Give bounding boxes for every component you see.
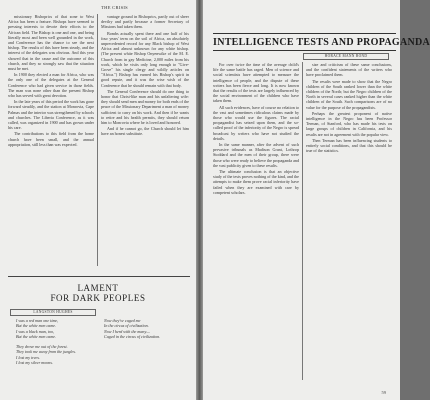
poem-line: They drove me out of the forest. — [16, 344, 68, 349]
poem-byline: LANGSTON HUGHES — [10, 309, 96, 316]
paragraph: vantage ground in Bishoprics, partly out of sheer devilry and partly because a former Secretary of Missions had taken them. — [101, 14, 189, 30]
poem-line: But the white men came. — [16, 334, 57, 340]
poem-line: I was a red man one time, — [16, 318, 59, 323]
page-number: 59 — [381, 390, 386, 395]
poem-stanza-1 — [16, 318, 96, 340]
right-column-2 — [306, 62, 392, 384]
paragraph: In the late years of this period the work has gone forward steadily, and the station at Monrovia, Cape Palmas and the interior was strengthened by schools and churches. The Liberia Conference, as it was called, was organized in 1900 and has grown under his care. — [8, 99, 94, 131]
article-title: INTELLIGENCE TESTS AND PROPAGANDA — [213, 37, 430, 48]
paragraph: Then Terman has been influencing students to entirely social conditions, and that this should be true of the statistics. — [306, 137, 392, 154]
article-byline: HORACE MANN BOND — [303, 53, 389, 60]
poem-stanza-2 — [16, 344, 96, 366]
poem-line: Now they've caged me — [104, 318, 141, 323]
paragraph: In 1900 they elected a man for Africa, who was the only one of the delegates at the General Conference who had given service in those fields. The man was none other than the present Bishop who has served with great devotion. — [8, 72, 94, 99]
paragraph: All such evidences, have of course no relation to the vast and sometimes ridiculous claims made by those who would use the figures. The racial propagandist has seized upon them, and the so-called proof of the inferiority of the Negro is spread broadcast by writers who have not studied the details. — [213, 104, 299, 141]
poem-line: But the white men came. — [16, 323, 57, 329]
paragraph: The ultimate conclusion is that an objective study of the tests proves nothing of the kind, and the attempts to make them prove racial inferiority have failed when they are examined with care by competent scholars. — [213, 169, 299, 195]
paragraph: And if he cannot go, the Church should let him have an honest substitute. — [101, 126, 189, 137]
paragraph: In the same manner, after the advent of such pervasive tribunals as Madison Grant, Lothrop Stoddard and the men of their group, there were those who were ready to believe the propaganda and the vast publicity given to these results. — [213, 142, 299, 168]
left-column-1 — [8, 14, 94, 272]
title-rule-bottom — [213, 50, 396, 51]
paragraph: The results were made to show that the Negro children of the South ranked lower than the white children of the North; but the Negro children of the North in several cases ranked higher than the white children of the South. Such comparisons are of no value for the purpose of the propagandists. — [306, 78, 392, 110]
paragraph: missionary Bishoprics of that zone to West Africa has been a feature. Bishops have seemed to pressing interests to devote their efforts to the African field. The Bishop is one and one, and being literally most and been well grounded in the work, and Conference has the chance to see the next bishop. The results of this have been steady, and the interest of the delegates was obvious. And this year showed that in the cause and the outcome of this church, and they so strongly saw that the situation must be met. — [8, 14, 94, 72]
poem-line: They took me away from the jungles. — [16, 349, 76, 355]
paragraph: The contributions to this field from the home church have been small, and the annual appropriation, still less than was expected. — [8, 131, 94, 147]
paragraph: Bombs actually spent there and one half of his four years' term on the soil of Africa, an absolutely unprecedented record for any Black bishop of West Africa and almost unknown for any white bishop. (The present white Bishop Onyenwike of the M. E. Church from in gay Medicine, 2,000 miles from his work, which he visits only long enough to "Give-Grove" his single clergy and wildly articles on "Africa.") Bishop has earned his Bishop's spirit in good repute, and it was the wise wish of the Conference that he should remain with that body. — [101, 30, 189, 88]
poem-title — [0, 283, 196, 303]
left-column-2 — [101, 14, 189, 272]
poem-line: I lost my trees. — [16, 354, 40, 360]
paragraph: The General Conference should do one thing to honor that Christ-like man and his unfaltering wife: they should send men and money for both ends of the peace of the Missionary Department a man of money sufficient to carry on his work. And then if he wants to retire and his health permits, they should return him to Monrovia where he is loved and honored. — [101, 88, 189, 126]
left-page — [0, 0, 196, 400]
section-rule — [8, 276, 190, 277]
book-gutter — [196, 0, 203, 400]
poem-title-line-1: LAMENT — [77, 283, 119, 293]
column-rule — [302, 62, 303, 380]
title-rule-top — [213, 33, 396, 34]
poem-line: Caged in the circus of civilization. — [104, 334, 161, 340]
poem-line: I lost my silver moons. — [16, 360, 53, 366]
poem-line: In the circus of civilization. — [104, 323, 149, 329]
right-column-1 — [213, 62, 299, 384]
poem-title-line-2: FOR DARK PEOPLES — [50, 293, 146, 303]
poem-stanza-3 — [104, 318, 190, 340]
left-running-head — [8, 5, 188, 10]
paragraph: Perhaps the greatest proponent of native intelligence in the Negro has been Professor Terman, of Stanford, who has made his tests on large groups of children in California, and his results are not in agreement with the popular view. — [306, 110, 392, 137]
left-running-head-right: THE CRISIS — [101, 5, 128, 10]
paragraph: For over twice the time of the average child's life the same battle has raged. Men of science and social scientists have attempted to measure the intelligence of people, and the dispute of these writers has been fierce and long. It is now known that the results of the tests are largely influenced by the social environment of the children who have taken them. — [213, 62, 299, 104]
paragraph: size and criticism of these same conclusions, and the confident statements of the writers who have proclaimed them. — [306, 62, 392, 78]
poem-line: Now I herd with the many— — [104, 328, 150, 334]
poem-line: I was a black man, too, — [16, 328, 55, 334]
right-page — [203, 0, 430, 400]
column-rule — [97, 14, 98, 266]
